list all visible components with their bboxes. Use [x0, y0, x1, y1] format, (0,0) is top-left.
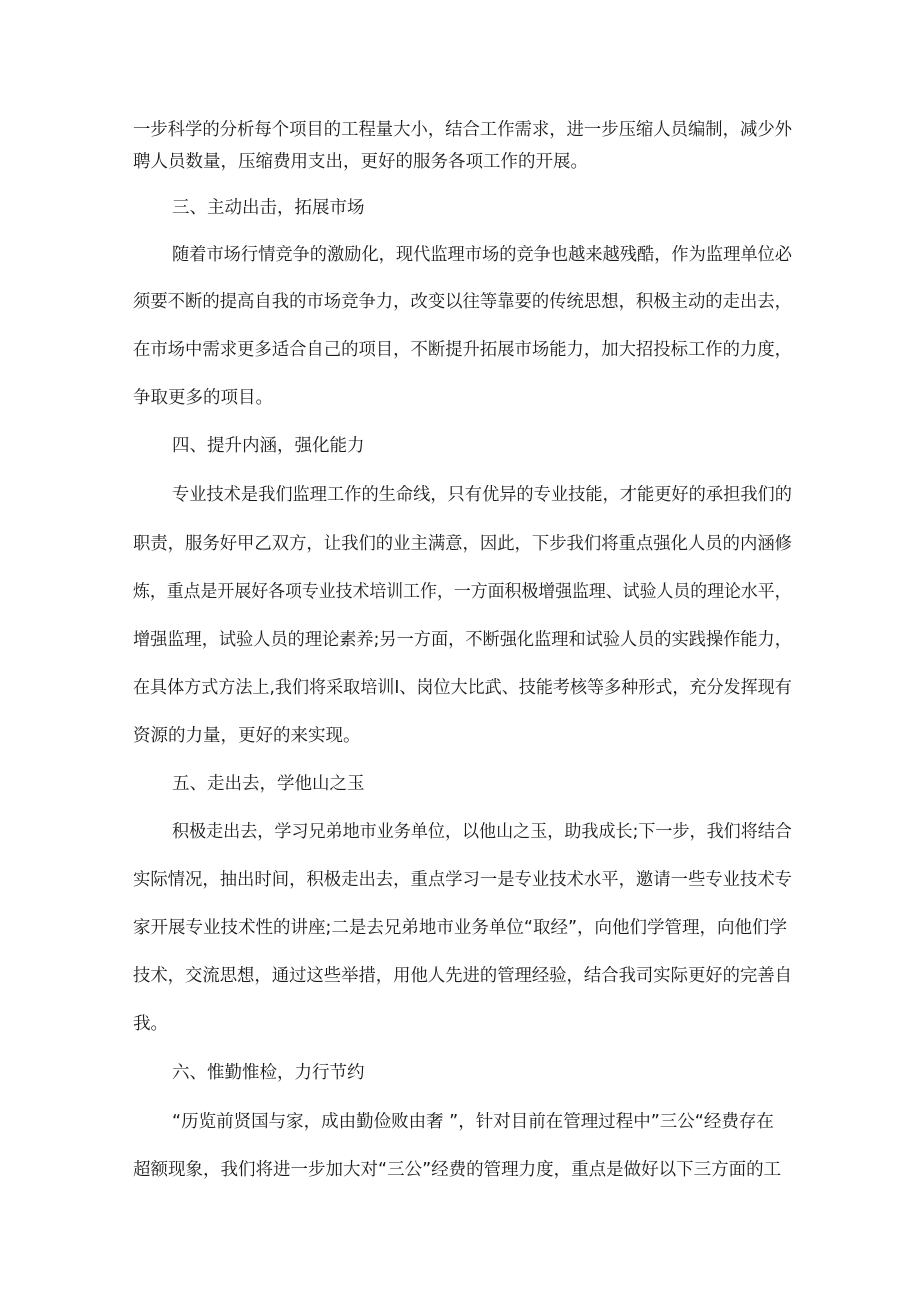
section-heading: 三、主动出击，拓展市场 — [172, 198, 365, 218]
body-text-line: 须要不断的提高自我的市场竞争力，改变以往等靠要的传统思想，积极主动的走出去， — [133, 292, 793, 312]
body-text-line: 随着市场行情竞争的激励化，现代监理市场的竞争也越来越残酷，作为监理单位必 — [172, 245, 792, 265]
body-text-line: 炼，重点是开展好各项专业技术培训工作，一方面积极增强监理、试验人员的理论水平， — [133, 582, 792, 602]
body-text-line: 聘人员数量，压缩费用支出，更好的服务各项工作的开展。 — [133, 152, 588, 172]
body-text-line: 职责，服务好甲乙双方，让我们的业主满意，因此，下步我们将重点强化人员的内涵修 — [133, 534, 793, 554]
section-heading: 六、惟勤惟检，力行节约 — [172, 1063, 365, 1083]
body-text-line: 资源的力量，更好的来实现。 — [133, 726, 361, 746]
body-text-line: 积极走出去，学习兄弟地市业务单位，以他山之玉，助我成长;下一步，我们将结合 — [172, 822, 792, 842]
section-heading: 四、提升内涵，强化能力 — [172, 436, 365, 456]
body-text-line: 我。 — [133, 1014, 168, 1034]
body-text-line: 在市场中需求更多适合自己的项目，不断提升拓展市场能力，加大招投标工作的力度， — [133, 340, 793, 360]
body-text-line: 专业技术是我们监理工作的生命线，只有优异的专业技能，才能更好的承担我们的 — [172, 485, 792, 505]
body-text-line: 技术，交流思想，通过这些举措，用他人先进的管理经验，结合我司实际更好的完善自 — [133, 966, 793, 986]
body-text-line: 在具体方式方法上,我们将采取培训I、岗位大比武、技能考核等多种形式，充分发挥现有 — [133, 678, 792, 698]
body-text-line: 一步科学的分析每个项目的工程量大小，结合工作需求，进一步压缩人员编制，减少外 — [133, 120, 793, 140]
body-text-line: 家开展专业技术性的讲座;二是去兄弟地市业务单位“取经”，向他们学管理，向他们学 — [133, 918, 788, 938]
body-text-line: 增强监理，试验人员的理论素养;另一方面，不断强化监理和试验人员的实践操作能力， — [133, 630, 792, 650]
body-text-line: 超额现象，我们将进一步加大对“三公”经费的管理力度，重点是做好以下三方面的工 — [133, 1160, 782, 1180]
body-text-line: 实际情况，抽出时间，积极走出去，重点学习一是专业技术水平，邀请一些专业技术专 — [133, 870, 793, 890]
body-text-line: “历览前贤国与家，成由勤俭败由奢 ”，针对目前在管理过程中”三公“经费存在 — [172, 1112, 774, 1132]
body-text-line: 争取更多的项目。 — [133, 388, 273, 408]
section-heading: 五、走出去，学他山之玉 — [172, 774, 365, 794]
